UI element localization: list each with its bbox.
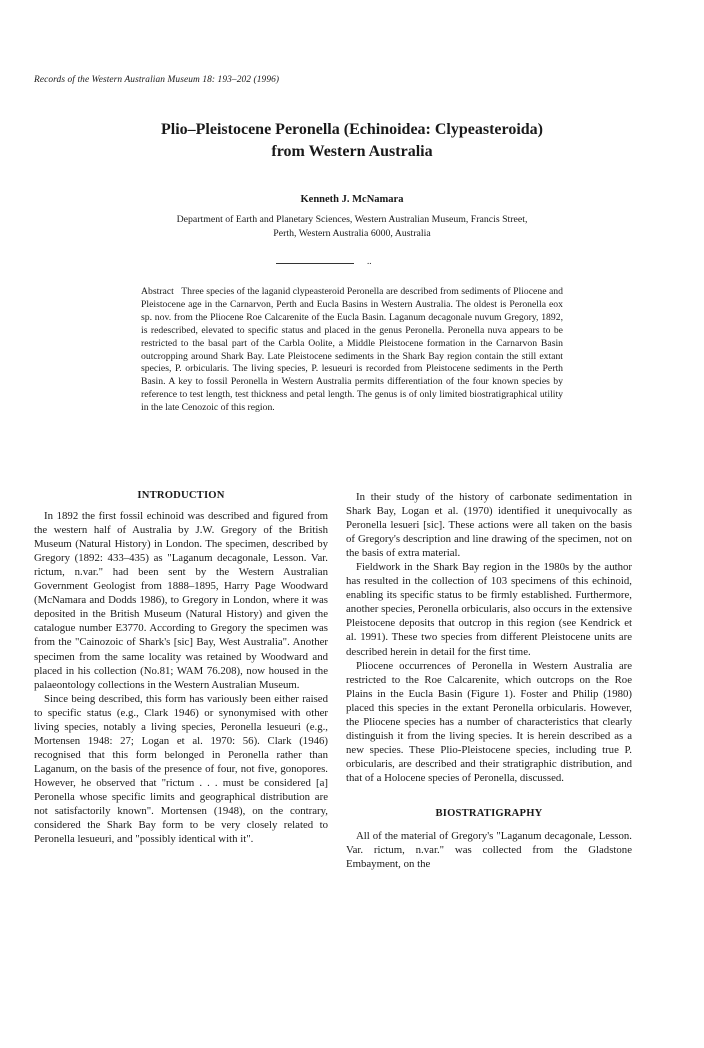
divider-mark: .. — [367, 256, 372, 266]
abstract-text: Three species of the laganid clypeasteroid Peronella are described from sediments of Pliocene and Pleistocene age in the Carnarvon, Perth and Eucla Basins in Western Australia. The oldest is Peronella eox sp. nov. from the Pliocene Roe Calcarenite of the Eucla Basin. Laganum decagonale nuvum Gregory, 1892, is redescribed, elevated to specific status and placed in the genus Peronella. Peronella nuva appears to be restricted to the basal part of the Carbla Oolite, a Middle Pleistocene formation in the Carnarvon Basin outcropping around Shark Bay. Late Pleistocene sediments in the Shark Bay region contain the still extant species, P. orbicularis. The living species, P. lesueuri is recorded from Pleistocene sediments in the Perth Basin. A key to fossil Peronella in Western Australia permits differentiation of the four known species by reference to test length, test thickness and petal length. The genus is of only limited biostratigraphical utility in the late Cenozoic of this region. — [141, 286, 563, 414]
affiliation-line-2: Perth, Western Australia 6000, Australia — [273, 228, 431, 239]
title-line-1: Plio–Pleistocene Peronella (Echinoidea: Clypeasteroida) — [160, 121, 544, 138]
abstract-label: Abstract — [141, 286, 174, 297]
affiliation-line-1: Department of Earth and Planetary Sciences, Western Australian Museum, Francis Street, — [176, 214, 528, 225]
abstract — [141, 286, 563, 415]
author-name: Kenneth J. McNamara — [300, 194, 404, 205]
paper-title — [60, 119, 644, 163]
running-head: Records of the Western Australian Museum 18: 193–202 (1996) — [34, 75, 280, 85]
author-affiliation — [60, 213, 644, 241]
intro-paragraph-5: Pliocene occurrences of Peronella in Western Australia are restricted to the Roe Calcarenite, which outcrops on the Roe Plains in the Eucla Basin (Figure 1). Foster and Philip (1980) placed this species in the extant Peronella orbicularis. However, the Pliocene species has a number of characteristics that clearly distinguish it from the living species. It is herein described as a new species. These Plio-Pleistocene species, including true P. orbicularis, are described and their stratigraphic distribution, and that of a Holocene species of Peronella, discussed. — [346, 659, 632, 784]
biostratigraphy-heading: BIOSTRATIGRAPHY — [435, 807, 543, 819]
title-line-2: from Western Australia — [271, 143, 433, 160]
intro-paragraph-1: In 1892 the first fossil echinoid was described and figured from the western half of Australia by J.W. Gregory of the British Museum (Natural History) in London. The specimen, described by Gregory (1892: 433–435) as "Laganum decagonale, Lesson. Var. rictum, n.var." had been sent by the Western Australian Government Geologist from 1888–1895, Harry Page Woodward (McNamara and Dodds 1986), to Gregory in London, where it was deposited in the British Museum (Natural History) and given the catalogue number E3770. According to Gregory the specimen was from the "Cainozoic of Shark's [sic] Bay, West Australia". Another specimen from the same locality was retained by Woodward and placed in his collection (No.81; WAM 76.208), now housed in the palaeontology collections in the Western Australian Museum. — [34, 510, 328, 691]
intro-paragraph-2: Since being described, this form has variously been either raised to specific status (e.g., Clark 1946) or synonymised with other living species, notably a living species, Peronella lesueuri (e.g., Mortensen 1948: 27; Logan et al. 1970: 56). Clark (1946) recognised that this form belonged in Peronella rather than Laganum, on the basis of the presence of four, not five, gonopores. However, he observed that "rictum . . . must be considered [a] Peronella whose specific limits and geographical distribution are not satisfactorily known". Mortensen (1948), on the contrary, considered the Shark Bay form to be very closely related to Peronella lesueuri, and "possibly identical with it". — [34, 692, 328, 846]
left-column — [34, 489, 328, 846]
introduction-heading: INTRODUCTION — [137, 490, 225, 501]
right-column — [346, 490, 632, 871]
intro-paragraph-3: In their study of the history of carbonate sedimentation in Shark Bay, Logan et al. (1970) identified it unequivocally as Peronella lesueri [sic]. These actions were all taken on the basis of Gregory's description and line drawing of the specimen, not on the basis of extra material. — [346, 491, 632, 560]
section-divider-rule — [276, 263, 354, 264]
intro-paragraph-4: Fieldwork in the Shark Bay region in the 1980s by the author has resulted in the collection of 103 specimens of this echinoid, enabling its specific status to be firmly established. Furthermore, another species, Peronella orbicularis, also occurs in the extensive Pleistocene deposits that outcrop in this region (see Kendrick et al. 1991). These two species from different Pleistocene units are described herein in detail for the first time. — [346, 561, 632, 658]
biostratigraphy-paragraph-1: All of the material of Gregory's "Laganum decagonale, Lesson. Var. rictum, n.var." was collected from the Gladstone Embayment, on the — [346, 830, 632, 871]
